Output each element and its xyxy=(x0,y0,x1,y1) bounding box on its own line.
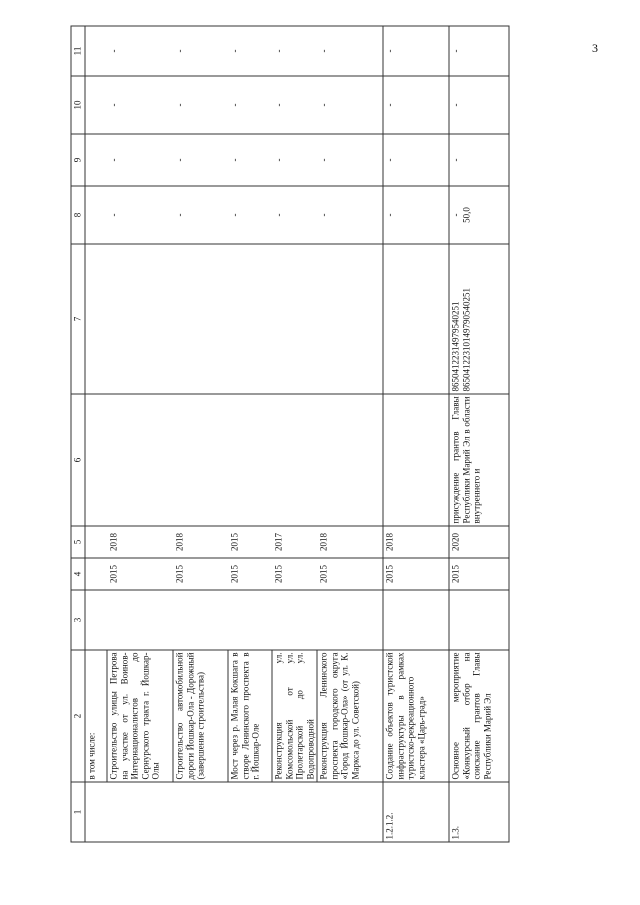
cell-name: Строительство автомобильной дороги Йошкар-Ола - Дорожный (завершение строительства) xyxy=(173,650,228,782)
cell-c4 xyxy=(85,558,107,590)
cell-c9: - xyxy=(449,134,509,186)
cell-end-year: 2015 xyxy=(228,526,272,558)
table-row xyxy=(173,26,228,842)
cell-c7 xyxy=(383,244,449,394)
cell-c9: - xyxy=(107,134,173,186)
cell-start-year: 2015 xyxy=(173,558,228,590)
cell-c7 xyxy=(173,244,228,394)
col-header-7: 7 xyxy=(71,244,85,394)
cell-c7 xyxy=(107,244,173,394)
cell-c7 xyxy=(85,244,107,394)
cell-c11: - xyxy=(173,26,228,76)
cell-c8: - xyxy=(107,186,173,244)
cell-start-year: 2015 xyxy=(449,558,509,590)
col-header-1: 1 xyxy=(71,782,85,842)
code-line-2: 86504122310149790540251 xyxy=(460,287,471,391)
col-header-3: 3 xyxy=(71,590,85,650)
cell-end-year: 2018 xyxy=(107,526,173,558)
cell-c6 xyxy=(85,394,107,526)
code-line-1: 86504122314979540251 xyxy=(450,301,460,391)
cell-c11: - xyxy=(107,26,173,76)
cell-num xyxy=(317,782,383,842)
cell-end-year: 2018 xyxy=(317,526,383,558)
amount-value: 50,0 xyxy=(460,206,471,223)
cell-end-year: 2020 xyxy=(449,526,509,558)
cell-c8: - xyxy=(383,186,449,244)
cell-c11: - xyxy=(449,26,509,76)
program-table xyxy=(70,25,509,842)
cell-c7 xyxy=(228,244,272,394)
cell-c6 xyxy=(107,394,173,526)
cell-c11: - xyxy=(317,26,383,76)
cell-c11: - xyxy=(272,26,317,76)
cell-end-year: 2018 xyxy=(383,526,449,558)
cell-num xyxy=(228,782,272,842)
cell-name: Строительство улицы Петрова на участке от ул. Воинов-Интернационалистов до Сернурского тракта г. Йошкар-Олы xyxy=(107,650,173,782)
cell-c11: - xyxy=(383,26,449,76)
cell-c3 xyxy=(107,590,173,650)
cell-c7 xyxy=(272,244,317,394)
cell-codes xyxy=(449,244,509,394)
cell-name: в том числе: xyxy=(85,650,107,782)
cell-c7 xyxy=(317,244,383,394)
col-header-10: 10 xyxy=(71,76,85,134)
cell-c10: - xyxy=(317,76,383,134)
col-header-4: 4 xyxy=(71,558,85,590)
cell-c9: - xyxy=(317,134,383,186)
cell-c11: - xyxy=(228,26,272,76)
cell-name: Мост через р. Малая Кокшага в створе Ленинского проспекта в г. Йошкар-Оле xyxy=(228,650,272,782)
cell-result: присуждение грантов Главы Республики Марий Эл в области внутреннего и xyxy=(449,394,509,526)
cell-c10: - xyxy=(272,76,317,134)
cell-num xyxy=(173,782,228,842)
cell-start-year: 2015 xyxy=(317,558,383,590)
col-header-6: 6 xyxy=(71,394,85,526)
table-row xyxy=(272,26,317,842)
cell-c9: - xyxy=(272,134,317,186)
table-row xyxy=(85,26,107,842)
cell-name: Реконструкция Ленинского проспекта городского округа «Город Йошкар-Ола» (от ул. К. Маркса до ул. Советской) xyxy=(317,650,383,782)
cell-c6 xyxy=(272,394,317,526)
table-row xyxy=(383,26,449,842)
cell-c5 xyxy=(85,526,107,558)
cell-c8: - xyxy=(272,186,317,244)
table-row xyxy=(317,26,383,842)
cell-c3 xyxy=(449,590,509,650)
cell-c8 xyxy=(85,186,107,244)
cell-c11 xyxy=(85,26,107,76)
cell-num xyxy=(272,782,317,842)
cell-num: 1.2.1.2. xyxy=(383,782,449,842)
cell-c6 xyxy=(228,394,272,526)
cell-c3 xyxy=(383,590,449,650)
table-row xyxy=(107,26,173,842)
cell-name: Основное мероприятие «Конкурсный отбор на соискание грантов Главы Республики Марий Эл xyxy=(449,650,509,782)
cell-c3 xyxy=(228,590,272,650)
cell-start-year: 2015 xyxy=(107,558,173,590)
cell-c8: - xyxy=(317,186,383,244)
cell-c8: - xyxy=(228,186,272,244)
col-header-8: 8 xyxy=(71,186,85,244)
header-row xyxy=(71,26,85,842)
table-row xyxy=(449,26,509,842)
cell-c3 xyxy=(272,590,317,650)
col-header-5: 5 xyxy=(71,526,85,558)
cell-c3 xyxy=(317,590,383,650)
col-header-11: 11 xyxy=(71,26,85,76)
cell-c3 xyxy=(173,590,228,650)
cell-num xyxy=(85,782,107,842)
cell-c10 xyxy=(85,76,107,134)
cell-start-year: 2015 xyxy=(228,558,272,590)
cell-c9 xyxy=(85,134,107,186)
amount-dash: - xyxy=(450,213,460,216)
page-number: 3 xyxy=(592,41,598,55)
cell-num xyxy=(107,782,173,842)
table-row xyxy=(228,26,272,842)
cell-c10: - xyxy=(383,76,449,134)
cell-c6 xyxy=(173,394,228,526)
cell-name: Создание объектов туристской инфраструктуры в рамках туристско-рекреационного кластера «Царь-град» xyxy=(383,650,449,782)
cell-c6 xyxy=(317,394,383,526)
cell-end-year: 2018 xyxy=(173,526,228,558)
cell-c9: - xyxy=(228,134,272,186)
cell-start-year: 2015 xyxy=(272,558,317,590)
cell-c10: - xyxy=(173,76,228,134)
cell-c10: - xyxy=(228,76,272,134)
cell-name: Реконструкция ул. Комсомольской от ул. Пролетарской до ул. Водопроводной xyxy=(272,650,317,782)
cell-amount xyxy=(449,186,509,244)
cell-num: 1.3. xyxy=(449,782,509,842)
cell-c10: - xyxy=(449,76,509,134)
cell-c9: - xyxy=(383,134,449,186)
cell-c8: - xyxy=(173,186,228,244)
col-header-2: 2 xyxy=(71,650,85,782)
cell-c9: - xyxy=(173,134,228,186)
cell-end-year: 2017 xyxy=(272,526,317,558)
cell-c10: - xyxy=(107,76,173,134)
col-header-9: 9 xyxy=(71,134,85,186)
cell-c6 xyxy=(383,394,449,526)
cell-start-year: 2015 xyxy=(383,558,449,590)
cell-c3 xyxy=(85,590,107,650)
